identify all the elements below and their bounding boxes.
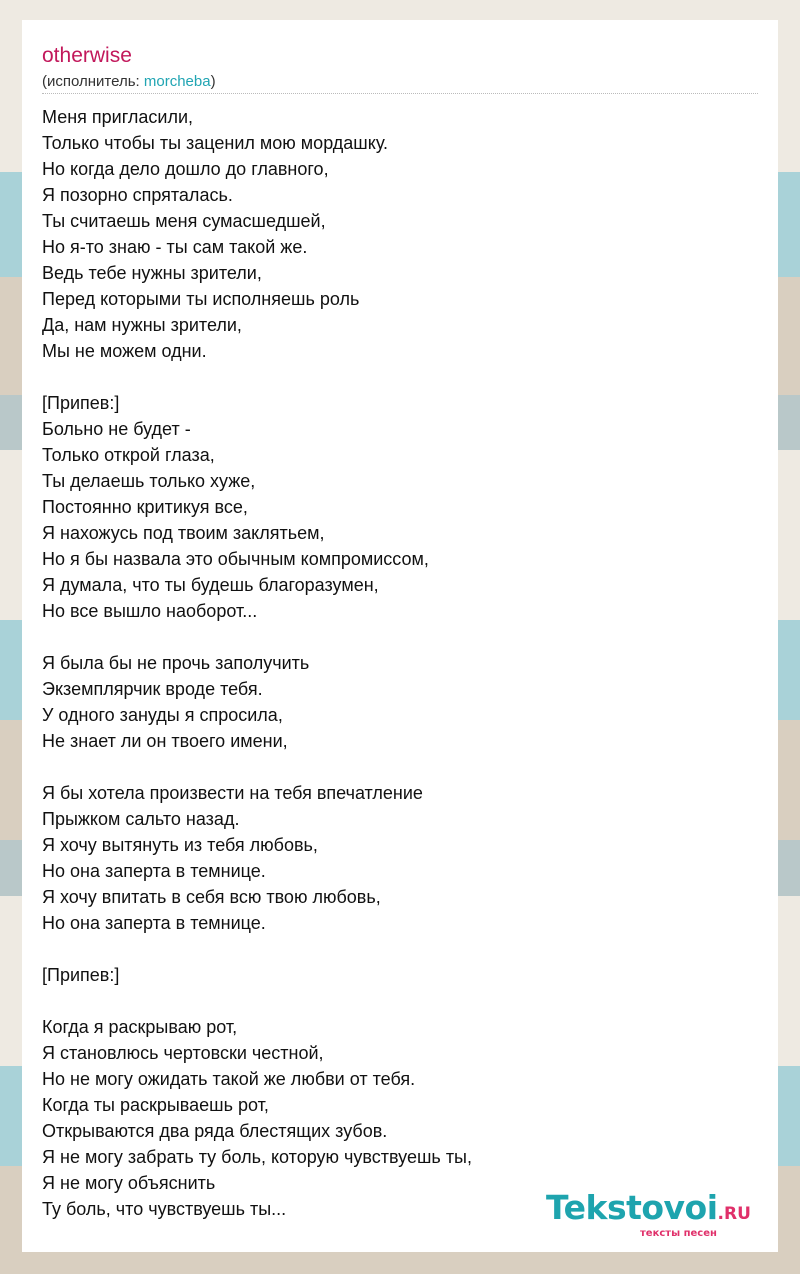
lyric-line: Ты считаешь меня сумасшедшей, — [42, 211, 326, 231]
performer-suffix: ) — [210, 73, 216, 90]
performer-link[interactable]: morcheba — [143, 73, 211, 90]
lyric-line: Ты делаешь только хуже, — [42, 471, 256, 491]
lyric-line: [Припев:] — [42, 393, 120, 413]
lyric-line — [42, 364, 758, 390]
lyric-line: Перед которыми ты исполняешь роль — [42, 289, 360, 309]
lyric-line — [42, 624, 758, 650]
lyric-line: Я хочу вытянуть из тебя любовь, — [42, 835, 318, 855]
lyric-line: Но не могу ожидать такой же любви от тебя. — [42, 1069, 416, 1089]
lyric-line: Только открой глаза, — [42, 445, 215, 465]
lyric-line: Но она заперта в темнице. — [42, 913, 266, 933]
logo-name: Tekstovoi — [546, 1188, 718, 1227]
lyric-line: Да, нам нужны зрители, — [42, 315, 242, 335]
lyric-line: Только чтобы ты заценил мою мордашку. — [42, 133, 389, 153]
performer-line — [42, 73, 216, 90]
lyric-line: Я думала, что ты будешь благоразумен, — [42, 575, 379, 595]
lyrics-card — [22, 20, 778, 1252]
lyric-line: Открываются два ряда блестящих зубов. — [42, 1121, 388, 1141]
lyric-line: Я не могу забрать ту боль, которую чувствуешь ты, — [42, 1147, 472, 1167]
lyric-line: Не знает ли он твоего имени, — [42, 731, 288, 751]
lyric-line: Когда ты раскрываешь рот, — [42, 1095, 269, 1115]
lyric-line: Больно не будет - — [42, 419, 191, 439]
lyric-line: Экземплярчик вроде тебя. — [42, 679, 263, 699]
lyric-line: Ту боль, что чувствуешь ты... — [42, 1199, 287, 1219]
lyric-line: Но все вышло наоборот... — [42, 601, 258, 621]
lyric-line: Я была бы не прочь заполучить — [42, 653, 310, 673]
lyric-line: Я хочу впитать в себя всю твою любовь, — [42, 887, 381, 907]
lyric-line: Я становлюсь чертовски честной, — [42, 1043, 324, 1063]
lyric-line: Ведь тебе нужны зрители, — [42, 263, 262, 283]
song-title: otherwise — [42, 44, 132, 67]
lyric-line: Я нахожусь под твоим заклятьем, — [42, 523, 325, 543]
logo-suffix: .RU — [717, 1204, 751, 1224]
title-divider — [42, 93, 758, 94]
performer-prefix: (исполнитель: — [42, 73, 144, 90]
lyrics-text — [42, 104, 758, 1222]
lyric-line: Но я-то знаю - ты сам такой же. — [42, 237, 308, 257]
lyric-line: У одного зануды я спросила, — [42, 705, 283, 725]
site-logo[interactable] — [546, 1188, 751, 1239]
lyric-line: Постоянно критикуя все, — [42, 497, 248, 517]
lyric-line: Но я бы назвала это обычным компромиссом, — [42, 549, 429, 569]
lyric-line: [Припев:] — [42, 965, 120, 985]
lyric-line: Я позорно спряталась. — [42, 185, 233, 205]
lyric-line: Прыжком сальто назад. — [42, 809, 240, 829]
lyric-line: Когда я раскрываю рот, — [42, 1017, 238, 1037]
lyric-line: Но она заперта в темнице. — [42, 861, 266, 881]
lyric-line — [42, 988, 758, 1014]
lyric-line: Мы не можем одни. — [42, 341, 207, 361]
lyric-line: Но когда дело дошло до главного, — [42, 159, 329, 179]
lyric-line: Я бы хотела произвести на тебя впечатление — [42, 783, 423, 803]
logo-tagline: тексты песен — [640, 1228, 717, 1239]
lyric-line: Я не могу объяснить — [42, 1173, 216, 1193]
lyric-line — [42, 754, 758, 780]
lyric-line — [42, 936, 758, 962]
lyric-line: Меня пригласили, — [42, 107, 194, 127]
